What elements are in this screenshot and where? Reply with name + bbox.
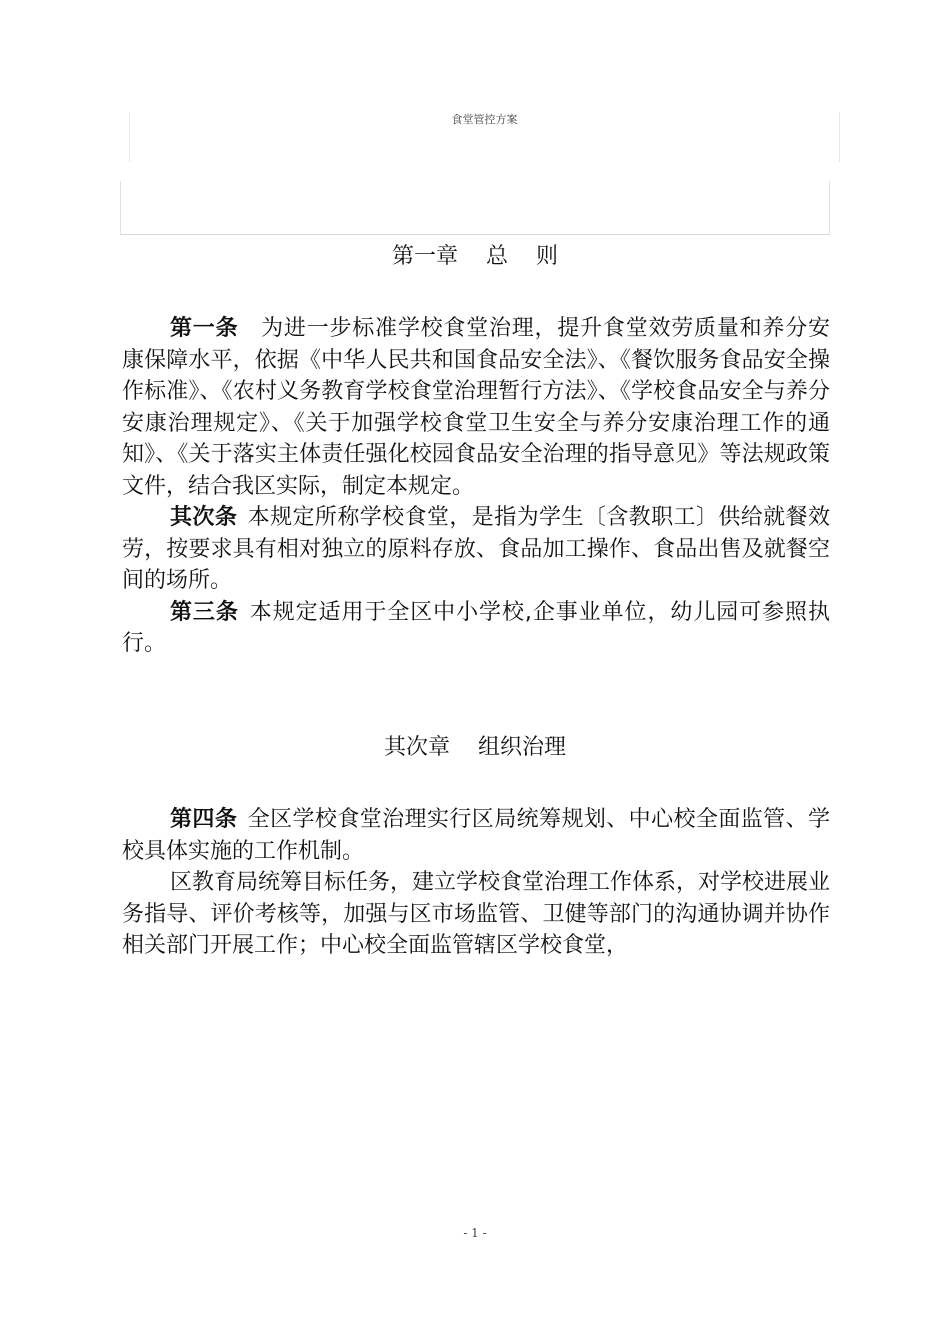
article-3-text: 本规定适用于全区中小学校,企事业单位，幼儿园可参照执行。	[122, 599, 830, 656]
article-2	[122, 502, 830, 597]
chapter-2-title: 其次章 组织治理	[384, 735, 566, 760]
article-1	[122, 313, 830, 502]
article-2-number: 其次条	[170, 505, 238, 530]
article-4-number: 第四条	[170, 807, 238, 832]
page-number: - 1 -	[463, 1226, 487, 1240]
header-title: 食堂管控方案	[451, 113, 518, 126]
chapter-1-title: 第一章 总 则	[392, 244, 558, 269]
article-1-text: 为进一步标准学校食堂治理，提升食堂效劳质量和养分安康保障水平，依据《中华人民共和国食品安全法》、《餐饮服务食品安全操作标准》、《农村义务教育学校食堂治理暂行方法》、《学校食品安全与养分安康治理规定》、《关于加强学校食堂卫生安全与养分安康治理工作的通知》、《关于落实主体责任强化校园食品安全治理的指导意见》等法规政策文件，结合我区实际，制定本规定。	[122, 316, 830, 499]
chapter-2-body	[122, 804, 830, 962]
article-4-text: 全区学校食堂治理实行区局统筹规划、中心校全面监管、学校具体实施的工作机制。	[122, 807, 830, 864]
paragraph-5	[122, 867, 830, 962]
page-header	[129, 112, 840, 162]
article-2-text: 本规定所称学校食堂，是指为学生〔含教职工〕供给就餐效劳，按要求具有相对独立的原料存放、食品加工操作、食品出售及就餐空间的场所。	[122, 505, 830, 593]
article-3	[122, 597, 830, 660]
article-3-number: 第三条	[170, 599, 239, 625]
article-1-number: 第一条	[170, 316, 239, 341]
chapter-1-body	[122, 313, 830, 660]
article-4	[122, 804, 830, 867]
header-box	[120, 181, 830, 235]
paragraph-5-text: 区教育局统筹目标任务，建立学校食堂治理工作体系，对学校进展业务指导、评价考核等，加强与区市场监管、卫健等部门的沟通协调并协作相关部门开展工作；中心校全面监管辖区学校食堂，	[122, 870, 831, 958]
